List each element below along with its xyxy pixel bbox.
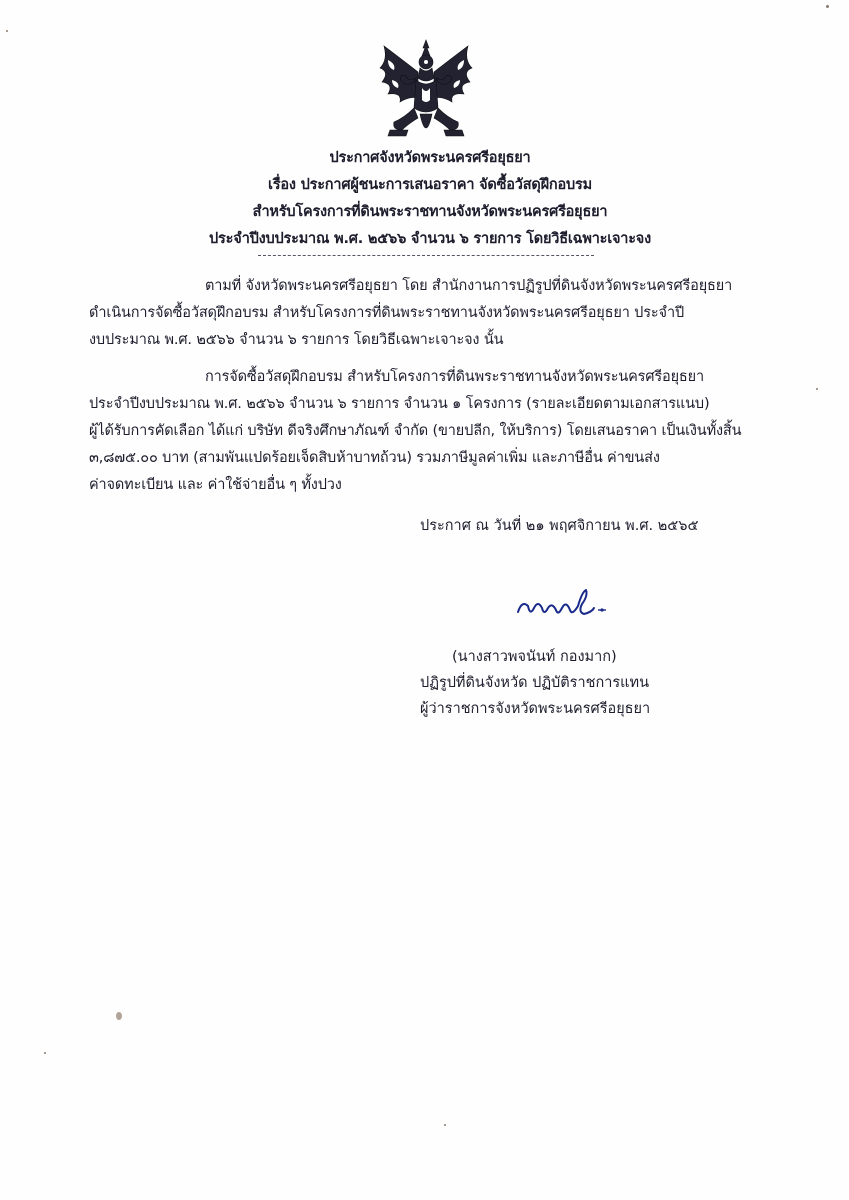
paragraph-2-line-1: การจัดซื้อวัสดุฝึกอบรม สำหรับโครงการที่ดินพระราชทานจังหวัดพระนครศรีอยุธยา [205, 369, 704, 385]
signer-position: ปฏิรูปที่ดินจังหวัด ปฏิบัติราชการแทน [420, 675, 649, 691]
announcement-title: ประกาศจังหวัดพระนครศรีอยุธยา [329, 150, 531, 166]
scan-speck [116, 1012, 122, 1020]
paragraph-2-line-4: ๓,๘๗๕.๐๐ บาท (สามพันแปดร้อยเจ็ดสิบห้าบาทถ้วน) รวมภาษีมูลค่าเพิ่ม และภาษีอื่น ค่าขนส่ง [89, 450, 660, 466]
scan-speck [826, 5, 829, 8]
handwritten-signature [512, 582, 612, 630]
signer-authority: ผู้ว่าราชการจังหวัดพระนครศรีอยุธยา [420, 701, 651, 717]
paragraph-2-line-2: ประจำปีงบประมาณ พ.ศ. ๒๕๖๖ จำนวน ๖ รายการ จำนวน ๑ โครงการ (รายละเอียดตามเอกสารแนบ) [89, 396, 710, 412]
scan-speck [444, 1124, 446, 1126]
paragraph-1-line-3: งบประมาณ พ.ศ. ๒๕๖๖ จำนวน ๖ รายการ โดยวิธีเฉพาะเจาะจง นั้น [89, 332, 504, 348]
paragraph-2-line-3: ผู้ได้รับการคัดเลือก ได้แก่ บริษัท ดีจริงศึกษาภัณฑ์ จำกัด (ขายปลีก, ให้บริการ) โดยเสนอราคา เป็นเงินทั้งสิ้น [89, 423, 742, 439]
garuda-emblem-icon [374, 38, 478, 144]
paragraph-2-line-5: ค่าจดทะเบียน และ ค่าใช้จ่ายอื่น ๆ ทั้งปวง [89, 477, 342, 493]
signer-name: (นางสาวพจนันท์ กองมาก) [452, 649, 617, 665]
scan-speck [816, 388, 818, 390]
paragraph-1-line-1: ตามที่ จังหวัดพระนครศรีอยุธยา โดย สำนักงานการปฏิรูปที่ดินจังหวัดพระนครศรีอยุธยา [205, 278, 733, 294]
scan-speck [6, 30, 8, 32]
paragraph-1-line-2: ดำเนินการจัดซื้อวัสดุฝึกอบรม สำหรับโครงการที่ดินพระราชทานจังหวัดพระนครศรีอยุธยา ประจำปี [89, 305, 685, 321]
announcement-project: สำหรับโครงการที่ดินพระราชทานจังหวัดพระนครศรีอยุธยา [252, 204, 608, 220]
announcement-subject: เรื่อง ประกาศผู้ชนะการเสนอราคา จัดซื้อวัสดุฝึกอบรม [268, 177, 592, 193]
announcement-date: ประกาศ ณ วันที่ ๒๑ พฤศจิกายน พ.ศ. ๒๕๖๕ [420, 518, 699, 534]
scan-speck [44, 1052, 46, 1054]
header-separator [258, 255, 594, 256]
announcement-fiscal-year: ประจำปีงบประมาณ พ.ศ. ๒๕๖๖ จำนวน ๖ รายการ โดยวิธีเฉพาะเจาะจง [209, 231, 651, 247]
